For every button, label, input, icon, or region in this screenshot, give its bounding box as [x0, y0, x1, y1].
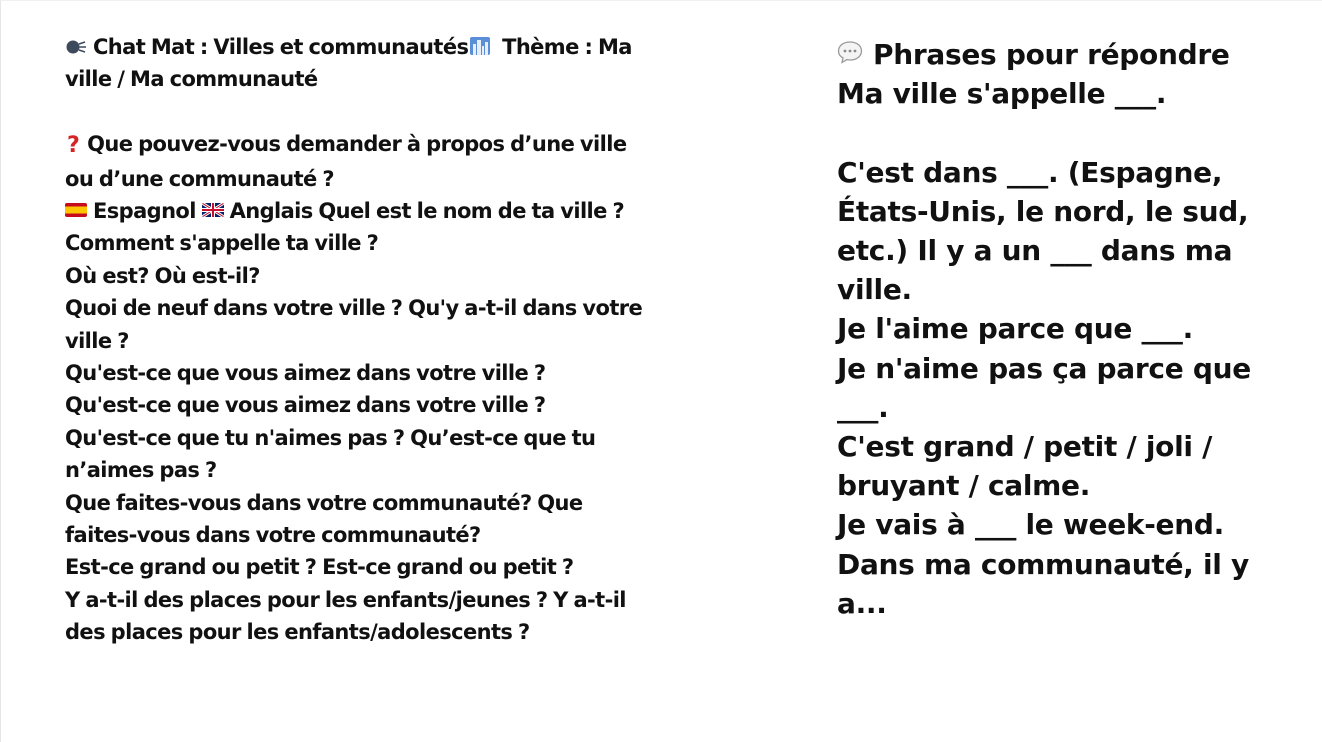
english-questions: Anglais Quel est le nom de ta ville ? Comment s'appelle ta ville ? [65, 199, 625, 256]
question-line: Qu'est-ce que vous aimez dans votre ville ? [65, 393, 546, 418]
answer-line: C'est dans ___. (Espagne, États-Unis, le nord, le sud, etc.) Il y a un ___ dans ma ville. [837, 155, 1249, 307]
title-theme: Thème : Ma ville / Ma communauté [65, 35, 632, 92]
speaking-head-icon [65, 39, 87, 55]
question-line: Qu'est-ce que vous aimez dans votre ville ? [65, 361, 546, 386]
answer-line: Je l'aime parce que ___. [837, 312, 1193, 346]
answers-heading-line [837, 35, 1277, 74]
answers-heading: Phrases pour répondre [873, 38, 1230, 71]
spacer [837, 113, 1277, 152]
question-heading-line [65, 128, 655, 195]
speech-bubble-icon [837, 40, 863, 64]
title-line [65, 31, 655, 96]
uk-flag-icon [202, 203, 224, 217]
spain-flag-icon [65, 203, 87, 217]
answer-line: Je n'aime pas ça parce que ___. [837, 351, 1251, 424]
red-question-mark-icon: ? [67, 133, 80, 159]
question-line: Est-ce grand ou petit ? Est-ce grand ou petit ? [65, 555, 574, 580]
answer-line: Je vais à ___ le week-end. [837, 508, 1224, 542]
title-text: Chat Mat : Villes et communautés [93, 35, 469, 59]
answer-line: Dans ma communauté, il y a... [837, 547, 1249, 620]
question-line: Qu'est-ce que tu n'aimes pas ? Qu’est-ce que tu n’aimes pas ? [65, 425, 596, 483]
cityscape-icon [470, 37, 490, 55]
answer-line: Ma ville s'appelle ___. [837, 77, 1167, 111]
question-line: Que faites-vous dans votre communauté? Que faites-vous dans votre communauté? [65, 490, 583, 548]
questions-column [65, 31, 655, 649]
spacer [65, 96, 655, 128]
languages-line [65, 195, 655, 260]
question-line: Quoi de neuf dans votre ville ? Qu'y a-t-il dans votre ville ? [65, 296, 643, 353]
answer-line: C'est grand / petit / joli / bruyant / calme. [837, 430, 1213, 503]
question-heading: Que pouvez-vous demander à propos d’une ville ou d’une communauté ? [65, 132, 627, 191]
answers-column [837, 35, 1277, 623]
spanish-label: Espagnol [93, 199, 196, 224]
question-line: Y a-t-il des places pour les enfants/jeunes ? Y a-t-il des places pour les enfants/adolescents ? [65, 587, 626, 645]
question-line: Où est? Où est-il? [65, 263, 260, 288]
